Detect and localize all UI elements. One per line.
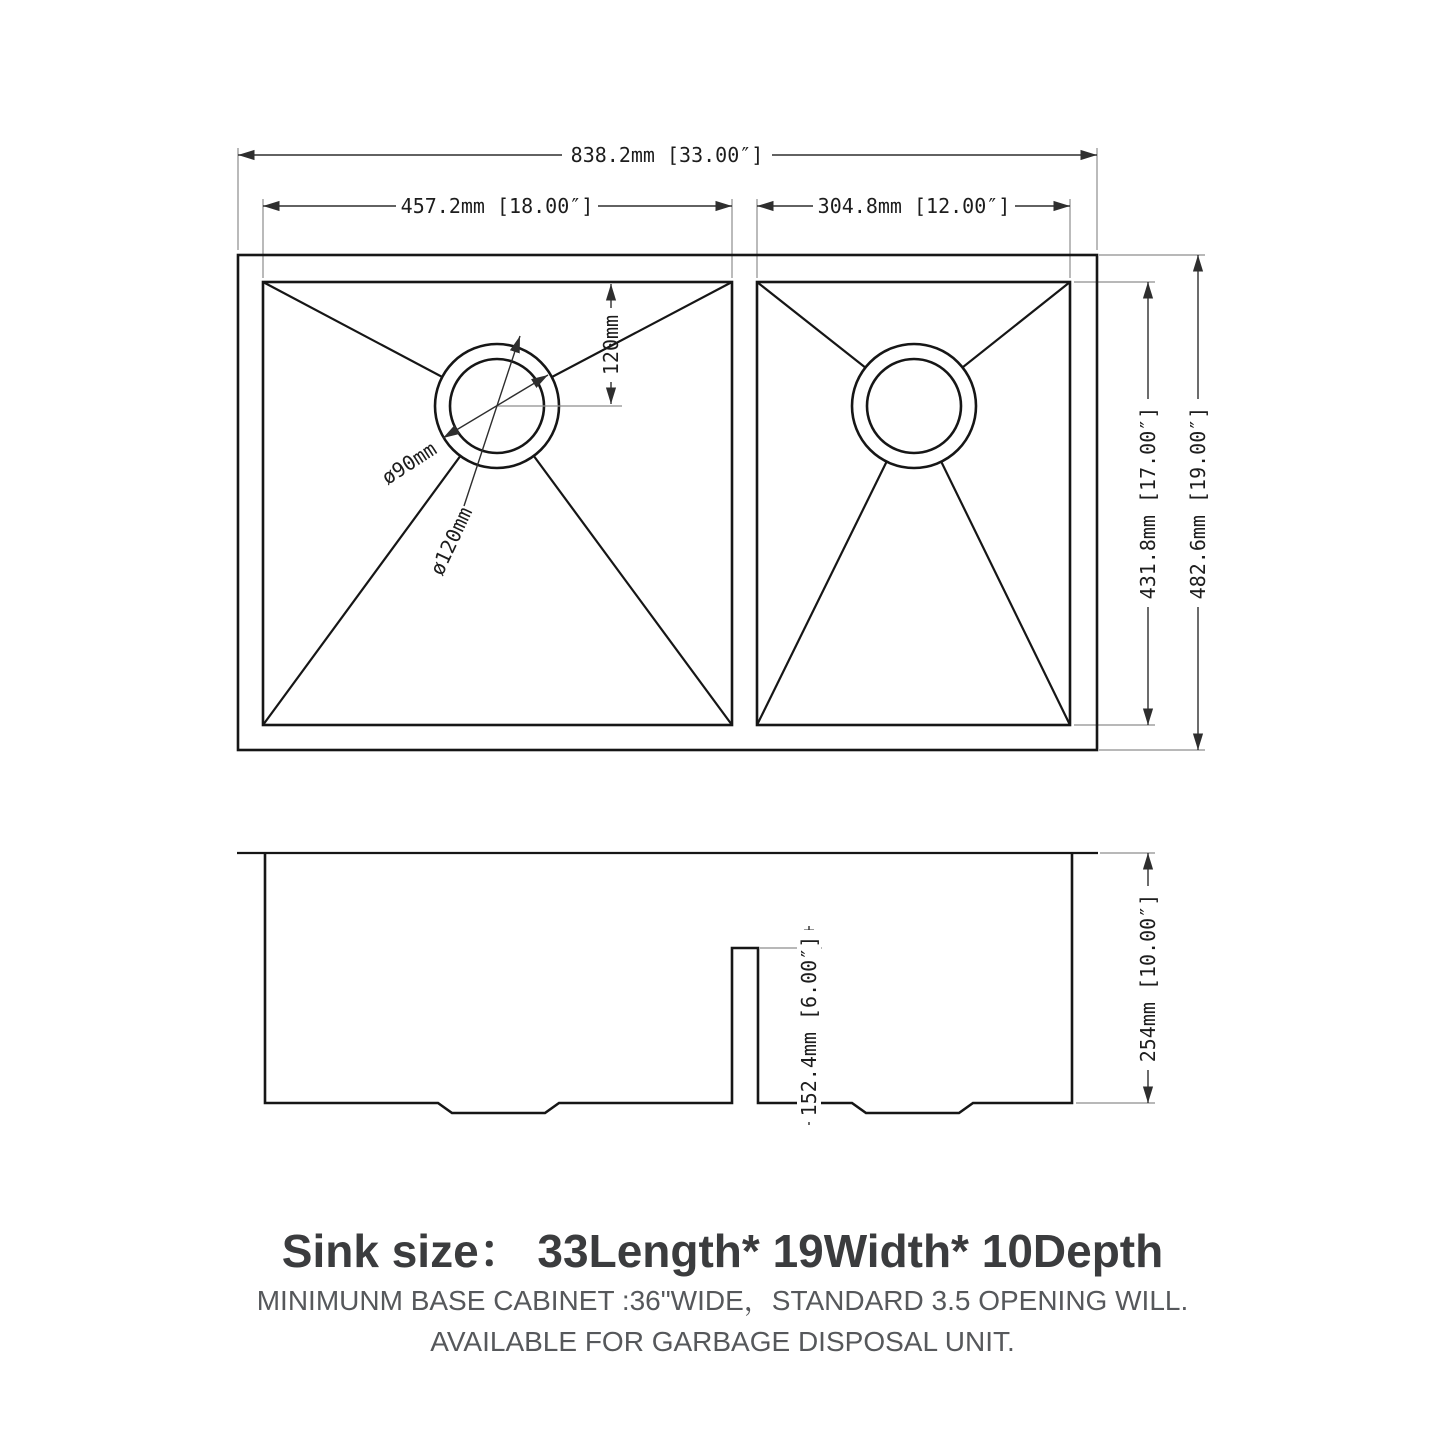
sink-section-profile: [265, 853, 1072, 1113]
dim-label-bowl-front-back: 431.8mm [17.00″]: [1136, 406, 1160, 600]
dim-label-drain-offset: 120mm: [599, 314, 623, 376]
dim-label-drain-outer-diameter: ø120mm: [424, 503, 478, 579]
dim-label-overall-width: 838.2mm [33.00″]: [570, 143, 764, 167]
right-drain-inner-circle: [867, 359, 961, 453]
top-view: [238, 143, 1210, 750]
dim-label-left-bowl-width: 457.2mm [18.00″]: [400, 194, 594, 218]
dim-label-divider-height: 152.4mm [6.00″]: [797, 935, 821, 1117]
dim-bowl-front-back: [1136, 282, 1160, 725]
dim-divider-height: [797, 926, 821, 1125]
dim-label-right-bowl-width: 304.8mm [12.00″]: [817, 194, 1011, 218]
dim-label-sink-depth: 254mm [10.00″]: [1136, 893, 1160, 1063]
dim-overall-front-back: [1186, 255, 1210, 750]
spec-footer: [0, 1222, 1445, 1362]
dim-sink-depth: [1136, 853, 1160, 1103]
side-view: [237, 853, 1160, 1125]
dim-label-overall-front-back: 482.6mm [19.00″]: [1186, 406, 1210, 600]
sink-size-title: Sink size： 33Length* 19Width* 10Depth: [281, 1225, 1164, 1277]
dim-right-bowl-width: [757, 194, 1070, 218]
dim-label-drain-inner-diameter: ø90mm: [377, 436, 441, 490]
cabinet-note-line2: AVAILABLE FOR GARBAGE DISPOSAL UNIT.: [430, 1326, 1015, 1357]
sink-rim-outline: [238, 255, 1097, 750]
dim-overall-width: [238, 143, 1097, 167]
dim-left-bowl-width: [263, 194, 732, 218]
cabinet-note-line1: MINIMUNM BASE CABINET :36"WIDE，STANDARD 3.5 OPENING WILL.: [256, 1285, 1189, 1316]
